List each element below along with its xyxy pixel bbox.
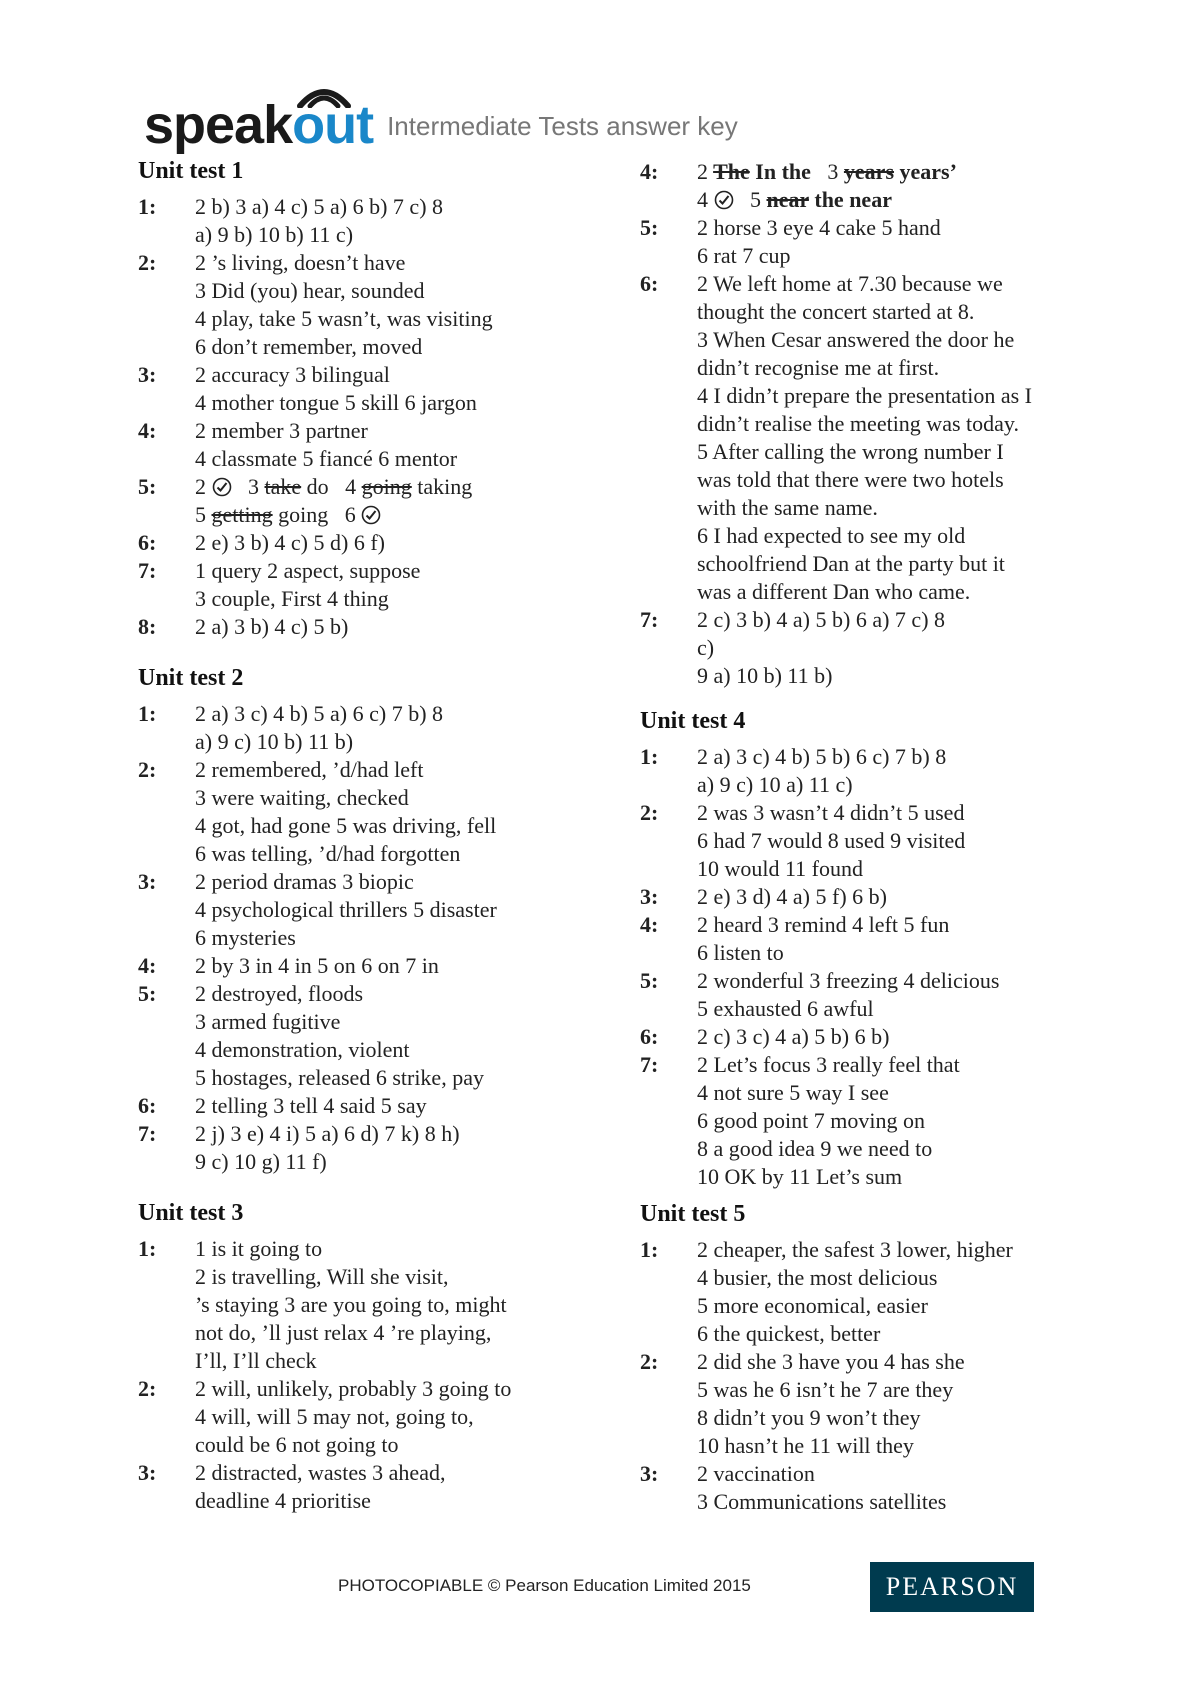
answer <box>195 1375 608 1459</box>
answer-line: ’s staying 3 are you going to, might <box>195 1292 507 1317</box>
question <box>138 557 608 613</box>
question <box>138 1375 608 1459</box>
question-number: 5: <box>640 968 659 993</box>
question <box>640 799 1110 883</box>
answer <box>697 270 1110 606</box>
answer-line <box>195 501 608 529</box>
question-number: 2: <box>640 1349 659 1374</box>
answer-line: 2 wonderful 3 freezing 4 delicious <box>697 968 1000 993</box>
logo-speak: speak <box>144 95 293 155</box>
answer-line: 4 busier, the most delicious <box>697 1265 938 1290</box>
question <box>640 1236 1110 1348</box>
question-number: 1: <box>138 1236 157 1261</box>
answer-line: 5 exhausted 6 awful <box>697 996 874 1021</box>
question-number: 3: <box>640 884 659 909</box>
correct-tick-icon <box>212 477 232 497</box>
item-number: 3 <box>827 159 839 184</box>
answer-line: 4 classmate 5 fiancé 6 mentor <box>195 446 458 471</box>
answer <box>195 249 608 361</box>
answer-line: 4 mother tongue 5 skill 6 jargon <box>195 390 477 415</box>
answer-line: 2 will, unlikely, probably 3 going to <box>195 1376 512 1401</box>
question <box>640 1051 1110 1191</box>
question <box>138 473 608 529</box>
answer <box>697 1051 1110 1191</box>
answer-line: 3 Did (you) hear, sounded <box>195 278 425 303</box>
answer <box>195 952 608 980</box>
question <box>640 1348 1110 1460</box>
struck-word: going <box>361 474 412 499</box>
answer-line: 4 got, had gone 5 was driving, fell <box>195 813 497 838</box>
answer <box>697 1460 1110 1516</box>
answer-line: 2 was 3 wasn’t 4 didn’t 5 used <box>697 800 965 825</box>
question <box>138 613 608 641</box>
item-number: 3 <box>248 474 259 499</box>
answer-line: 2 a) 3 b) 4 c) 5 b) <box>195 614 349 639</box>
question <box>640 743 1110 799</box>
answer-line: 2 telling 3 tell 4 said 5 say <box>195 1093 427 1118</box>
answer-line: not do, ’ll just relax 4 ’re playing, <box>195 1320 492 1345</box>
question-number: 8: <box>138 614 157 639</box>
unit-title: Unit test 5 <box>640 1201 746 1227</box>
answer-line: 5 more economical, easier <box>697 1293 928 1318</box>
question-number: 7: <box>138 558 157 583</box>
answer <box>697 911 1110 967</box>
answer <box>195 1092 608 1120</box>
answer-line: 10 hasn’t he 11 will they <box>697 1433 914 1458</box>
answer-line: 2 e) 3 d) 4 a) 5 f) 6 b) <box>697 884 887 909</box>
answer-line: c) <box>697 635 715 660</box>
unit-title: Unit test 1 <box>138 158 244 184</box>
question-number: 7: <box>138 1121 157 1146</box>
question-number: 2: <box>138 757 157 782</box>
question-number: 2: <box>138 1376 157 1401</box>
page-subtitle: Intermediate Tests answer key <box>387 111 738 141</box>
answer <box>195 868 608 952</box>
question <box>640 270 1110 606</box>
answer-line: thought the concert started at 8. <box>697 299 975 324</box>
answer-line: 8 a good idea 9 we need to <box>697 1136 933 1161</box>
answer <box>697 743 1110 799</box>
answer <box>195 473 608 529</box>
correction: going <box>278 502 329 527</box>
answer-line: 6 don’t remember, moved <box>195 334 423 359</box>
answer <box>697 158 1110 214</box>
question-number: 3: <box>640 1461 659 1486</box>
question <box>640 967 1110 1023</box>
unit-title: Unit test 2 <box>138 665 244 691</box>
correct-tick-icon <box>714 190 734 210</box>
answer <box>195 361 608 417</box>
question <box>138 529 608 557</box>
question <box>138 868 608 952</box>
question <box>138 1235 608 1375</box>
answer-line: 2 distracted, wastes 3 ahead, <box>195 1460 446 1485</box>
answer <box>195 756 608 868</box>
answer <box>697 606 1110 690</box>
section-spacer <box>138 1176 608 1200</box>
answer <box>697 967 1110 1023</box>
answer-line: 4 not sure 5 way I see <box>697 1080 889 1105</box>
answer-line: 6 was telling, ’d/had forgotten <box>195 841 461 866</box>
item-number: 4 <box>697 187 708 212</box>
question-number: 6: <box>640 271 659 296</box>
answer-line: a) 9 c) 10 a) 11 c) <box>697 772 853 797</box>
answer <box>697 1348 1110 1460</box>
page-header <box>144 72 738 155</box>
correct-tick-icon <box>361 505 381 525</box>
unit-title: Unit test 4 <box>640 708 746 734</box>
answer <box>195 529 608 557</box>
question-number: 3: <box>138 869 157 894</box>
answer-line: 3 were waiting, checked <box>195 785 409 810</box>
question-number: 6: <box>138 1093 157 1118</box>
item-number: 5 <box>750 187 761 212</box>
answer <box>697 1236 1110 1348</box>
question-number: 1: <box>640 744 659 769</box>
question-number: 6: <box>138 530 157 555</box>
question <box>640 883 1110 911</box>
answer-line: 2 by 3 in 4 in 5 on 6 on 7 in <box>195 953 439 978</box>
answer-line: 1 query 2 aspect, suppose <box>195 558 421 583</box>
question-number: 4: <box>640 912 659 937</box>
answer-line: 2 c) 3 b) 4 a) 5 b) 6 a) 7 c) 8 <box>697 607 946 632</box>
question-number: 4: <box>640 159 659 184</box>
answer-line: 5 hostages, released 6 strike, pay <box>195 1065 484 1090</box>
struck-word: years <box>843 159 895 184</box>
answer <box>195 613 608 641</box>
answer-line: 6 mysteries <box>195 925 296 950</box>
answer-line: 2 c) 3 c) 4 a) 5 b) 6 b) <box>697 1024 890 1049</box>
item-number: 4 <box>345 474 357 499</box>
answer-line: 1 is it going to <box>195 1236 323 1261</box>
answer-line: 5 was he 6 isn’t he 7 are they <box>697 1377 954 1402</box>
answer-line: 9 a) 10 b) 11 b) <box>697 663 833 688</box>
answer-line: 2 heard 3 remind 4 left 5 fun <box>697 912 950 937</box>
correction: years’ <box>899 159 957 184</box>
question-number: 5: <box>640 215 659 240</box>
answer <box>195 1459 608 1515</box>
answer-line: 2 remembered, ’d/had left <box>195 757 424 782</box>
answer-line: schoolfriend Dan at the party but it <box>697 551 1005 576</box>
answer-line: I’ll, I’ll check <box>195 1348 317 1373</box>
answer-line: 2 a) 3 c) 4 b) 5 a) 6 c) 7 b) 8 <box>195 701 444 726</box>
correction: the near <box>814 187 892 212</box>
answer-line: 2 destroyed, floods <box>195 981 364 1006</box>
correction: In the <box>755 159 811 184</box>
answer-line: a) 9 c) 10 b) 11 b) <box>195 729 354 754</box>
right-column <box>640 158 1110 1516</box>
answer <box>697 799 1110 883</box>
answer-line: 2 vaccination <box>697 1461 815 1486</box>
question <box>138 980 608 1092</box>
question-number: 5: <box>138 981 157 1006</box>
answer-line: 6 the quickest, better <box>697 1321 881 1346</box>
correction: taking <box>417 474 473 499</box>
answer <box>195 557 608 613</box>
answer-line: with the same name. <box>697 495 878 520</box>
question <box>138 417 608 473</box>
answer <box>697 883 1110 911</box>
answer-line: 2 We left home at 7.30 because we <box>697 271 1003 296</box>
answer <box>195 417 608 473</box>
answer-line: didn’t recognise me at first. <box>697 355 940 380</box>
section-spacer <box>640 1191 1110 1201</box>
question-number: 4: <box>138 953 157 978</box>
question <box>138 700 608 756</box>
answer-line: 10 would 11 found <box>697 856 864 881</box>
answer-line: 4 will, will 5 may not, going to, <box>195 1404 474 1429</box>
answer <box>195 1235 608 1375</box>
answer-line: 6 I had expected to see my old <box>697 523 966 548</box>
question-number: 1: <box>640 1237 659 1262</box>
struck-word: The <box>713 159 750 184</box>
question <box>640 158 1110 214</box>
answer-line: a) 9 b) 10 b) 11 c) <box>195 222 354 247</box>
question-number: 3: <box>138 362 157 387</box>
answer-line: 2 j) 3 e) 4 i) 5 a) 6 d) 7 k) 8 h) <box>195 1121 460 1146</box>
answer-line: deadline 4 prioritise <box>195 1488 371 1513</box>
answer-line: 2 Let’s focus 3 really feel that <box>697 1052 960 1077</box>
answer-line: 2 ’s living, doesn’t have <box>195 250 406 275</box>
answer-line: 2 member 3 partner <box>195 418 368 443</box>
answer-line <box>195 473 608 501</box>
question-number: 2: <box>138 250 157 275</box>
left-column <box>138 158 608 1515</box>
question-number: 2: <box>640 800 659 825</box>
answer-line: 2 horse 3 eye 4 cake 5 hand <box>697 215 941 240</box>
answer-line: 2 accuracy 3 bilingual <box>195 362 390 387</box>
answer-line: 2 e) 3 b) 4 c) 5 d) 6 f) <box>195 530 385 555</box>
correction: do <box>306 474 329 499</box>
answer-line: was a different Dan who came. <box>697 579 971 604</box>
question <box>138 1092 608 1120</box>
answer-line: 4 demonstration, violent <box>195 1037 410 1062</box>
question <box>138 193 608 249</box>
question-number: 1: <box>138 701 157 726</box>
answer-line: 4 psychological thrillers 5 disaster <box>195 897 497 922</box>
answer-line: 3 Communications satellites <box>697 1489 947 1514</box>
answer-line: 3 couple, First 4 thing <box>195 586 389 611</box>
answer-line: 4 I didn’t prepare the presentation as I <box>697 383 1032 408</box>
answer-line: 2 period dramas 3 biopic <box>195 869 414 894</box>
answer-line: 2 did she 3 have you 4 has she <box>697 1349 965 1374</box>
copyright-footer: PHOTOCOPIABLE © Pearson Education Limited 2015 <box>338 1576 751 1595</box>
struck-word: near <box>766 187 809 212</box>
section-spacer <box>138 641 608 665</box>
answer-line: was told that there were two hotels <box>697 467 1004 492</box>
answer-line: 6 good point 7 moving on <box>697 1108 925 1133</box>
question <box>138 249 608 361</box>
question <box>138 361 608 417</box>
struck-word: getting <box>211 502 273 527</box>
question <box>640 606 1110 690</box>
question-number: 7: <box>640 607 659 632</box>
answer-line: 2 cheaper, the safest 3 lower, higher <box>697 1237 1013 1262</box>
item-number: 2 <box>697 159 708 184</box>
logo-out: out <box>292 95 374 155</box>
question <box>640 1023 1110 1051</box>
answer-line: 3 When Cesar answered the door he <box>697 327 1015 352</box>
answer-line: 10 OK by 11 Let’s sum <box>697 1164 903 1189</box>
speech-wave-icon <box>294 84 354 108</box>
answer-line <box>697 158 1110 186</box>
answer-line: 6 had 7 would 8 used 9 visited <box>697 828 966 853</box>
answer <box>195 193 608 249</box>
answer-line: 9 c) 10 g) 11 f) <box>195 1149 327 1174</box>
answer <box>697 1023 1110 1051</box>
question-number: 5: <box>138 474 157 499</box>
answer-line: 2 is travelling, Will she visit, <box>195 1264 449 1289</box>
answer-line: 4 play, take 5 wasn’t, was visiting <box>195 306 493 331</box>
unit-title: Unit test 3 <box>138 1200 244 1226</box>
answer <box>195 980 608 1092</box>
item-number: 6 <box>344 502 356 527</box>
answer-line: 2 b) 3 a) 4 c) 5 a) 6 b) 7 c) 8 <box>195 194 444 219</box>
answer-line: 3 armed fugitive <box>195 1009 341 1034</box>
question <box>640 1460 1110 1516</box>
section-spacer <box>640 690 1110 708</box>
item-number: 2 <box>195 474 206 499</box>
answer-line: didn’t realise the meeting was today. <box>697 411 1019 436</box>
answer <box>697 214 1110 270</box>
item-number: 5 <box>195 502 206 527</box>
question <box>138 1459 608 1515</box>
answer-line: 5 After calling the wrong number I <box>697 439 1004 464</box>
question <box>138 952 608 980</box>
question <box>138 1120 608 1176</box>
answer-line: could be 6 not going to <box>195 1432 399 1457</box>
question-number: 7: <box>640 1052 659 1077</box>
answer-line: 6 rat 7 cup <box>697 243 791 268</box>
answer-line: 8 didn’t you 9 won’t they <box>697 1405 921 1430</box>
answer-line <box>697 186 1110 214</box>
answer-line: 6 listen to <box>697 940 784 965</box>
question <box>138 756 608 868</box>
answer <box>195 700 608 756</box>
speakout-logo <box>144 95 374 155</box>
question <box>640 214 1110 270</box>
question-number: 6: <box>640 1024 659 1049</box>
question <box>640 911 1110 967</box>
answer <box>195 1120 608 1176</box>
answer-line: 2 a) 3 c) 4 b) 5 b) 6 c) 7 b) 8 <box>697 744 947 769</box>
question-number: 1: <box>138 194 157 219</box>
struck-word: take <box>264 474 302 499</box>
pearson-logo: PEARSON <box>870 1562 1034 1612</box>
question-number: 3: <box>138 1460 157 1485</box>
question-number: 4: <box>138 418 157 443</box>
